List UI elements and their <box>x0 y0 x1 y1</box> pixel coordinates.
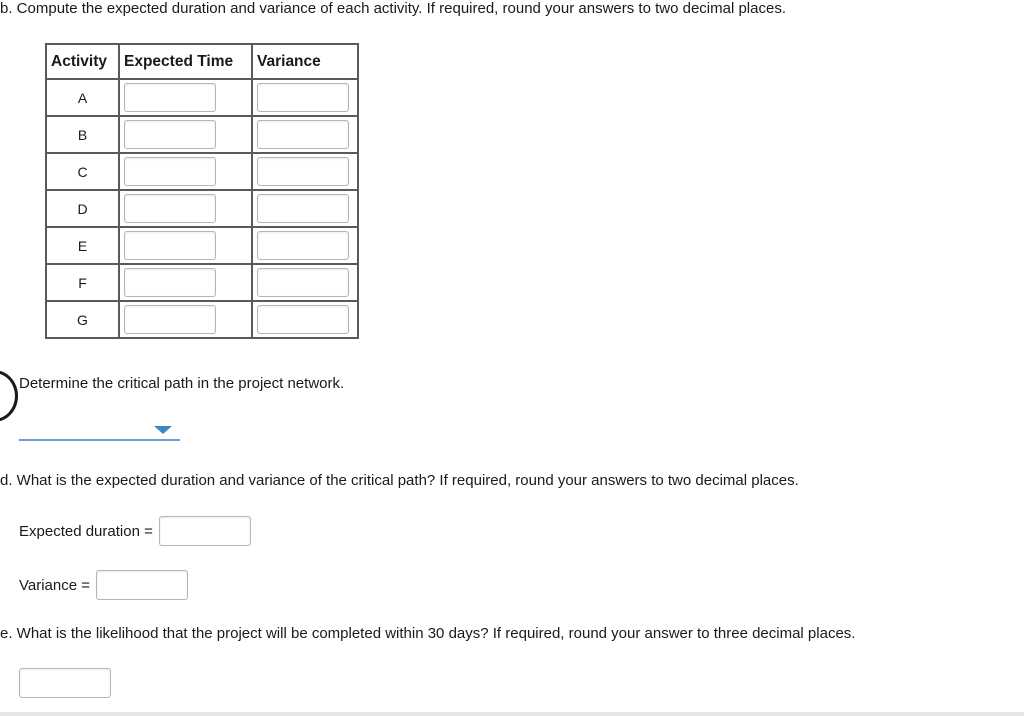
expected-time-input-a[interactable] <box>124 83 216 112</box>
table-row <box>46 301 358 338</box>
question-d-text: d. What is the expected duration and variance of the critical path? If required, round your answers to two decimal places. <box>0 472 799 489</box>
variance-label: Variance = <box>19 576 91 594</box>
expected-time-input-g[interactable] <box>124 305 216 334</box>
table-row <box>46 116 358 153</box>
activity-label: A <box>46 79 119 116</box>
variance-row <box>19 570 188 600</box>
expected-time-input-f[interactable] <box>124 268 216 297</box>
table-row <box>46 153 358 190</box>
expected-duration-row <box>19 516 251 546</box>
variance-input-b[interactable] <box>257 120 349 149</box>
variance-input-d[interactable] <box>257 194 349 223</box>
caret-down-icon <box>154 426 172 434</box>
critical-path-dropdown[interactable] <box>19 418 180 441</box>
activity-label: G <box>46 301 119 338</box>
variance-input-f[interactable] <box>257 268 349 297</box>
focus-ring-icon <box>0 370 18 422</box>
table-row <box>46 264 358 301</box>
header-activity: Activity <box>46 44 119 79</box>
expected-time-input-c[interactable] <box>124 157 216 186</box>
question-c-text: Determine the critical path in the project network. <box>19 375 345 392</box>
table-row <box>46 79 358 116</box>
expected-time-input-d[interactable] <box>124 194 216 223</box>
probability-input[interactable] <box>19 668 111 698</box>
activity-label: F <box>46 264 119 301</box>
header-expected-time: Expected Time <box>119 44 252 79</box>
expected-duration-label: Expected duration = <box>19 522 153 540</box>
variance-input-a[interactable] <box>257 83 349 112</box>
activity-label: E <box>46 227 119 264</box>
activity-label: B <box>46 116 119 153</box>
variance-input-e[interactable] <box>257 231 349 260</box>
page-bottom-divider <box>0 712 1024 716</box>
table-row <box>46 227 358 264</box>
table-header-row <box>46 44 358 79</box>
question-e-text: e. What is the likelihood that the project will be completed within 30 days? If required, round your answer to three decimal places. <box>0 625 856 642</box>
variance-input-c[interactable] <box>257 157 349 186</box>
activity-label: D <box>46 190 119 227</box>
expected-time-input-e[interactable] <box>124 231 216 260</box>
activity-table <box>45 43 359 339</box>
critical-path-variance-input[interactable] <box>96 570 188 600</box>
activity-label: C <box>46 153 119 190</box>
question-b-text: b. Compute the expected duration and variance of each activity. If required, round your answers to two decimal places. <box>0 0 786 17</box>
variance-input-g[interactable] <box>257 305 349 334</box>
expected-time-input-b[interactable] <box>124 120 216 149</box>
header-variance: Variance <box>252 44 358 79</box>
expected-duration-input[interactable] <box>159 516 251 546</box>
table-row <box>46 190 358 227</box>
